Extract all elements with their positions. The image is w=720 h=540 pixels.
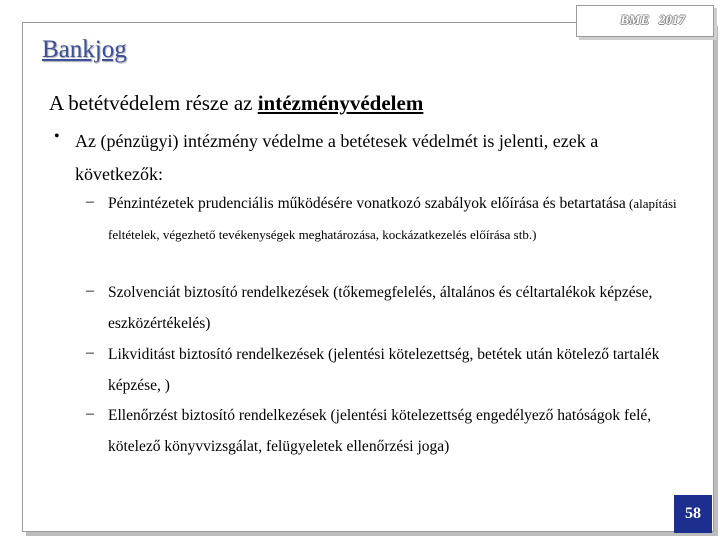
slide-heading	[49, 91, 423, 116]
dash-icon: –	[86, 193, 94, 210]
heading-prefix: A betétvédelem része az	[49, 91, 258, 115]
main-bullet: Az (pénzügyi) intézmény védelme a betétesek védelmét is jelenti, ezek a következők:	[75, 131, 599, 184]
header-tag	[576, 5, 714, 37]
header-tag-text: BME 2017	[620, 12, 685, 27]
dash-icon: –	[86, 282, 94, 299]
slide-brand-title: Bankjog	[42, 36, 127, 63]
bullet-dot-icon: •	[54, 128, 60, 145]
sub-item-solvency: Szolvenciát biztosító rendelkezések (tőkemegfelelés, általános és céltartalékok képzése, eszközértékelés)	[108, 284, 653, 332]
sub-item-prudential	[108, 188, 693, 250]
sub-item-note: (alapítási feltételek, végezhető tevékenységek meghatározása, kockázatkezelés előírása stb.)	[108, 196, 677, 242]
dash-icon: –	[86, 344, 94, 361]
dash-icon: –	[86, 405, 94, 422]
sub-item-control: Ellenőrzést biztosító rendelkezések (jelentési kötelezettség engedélyező hatóságok felé, kötelező könyvvizsgálat, felügyeletek ellenőrzési joga)	[108, 407, 652, 455]
sub-item-liquidity: Likviditást biztosító rendelkezések (jelentési kötelezettség, betétek után kötelező tartalék képzése, )	[108, 346, 660, 394]
heading-emphasis: intézményvédelem	[257, 91, 424, 115]
sub-item-main: Pénzintézetek prudenciális működésére vonatkozó szabályok előírása és betartatása	[108, 195, 626, 212]
page-number-badge	[674, 495, 712, 533]
page-number: 58	[685, 505, 701, 522]
